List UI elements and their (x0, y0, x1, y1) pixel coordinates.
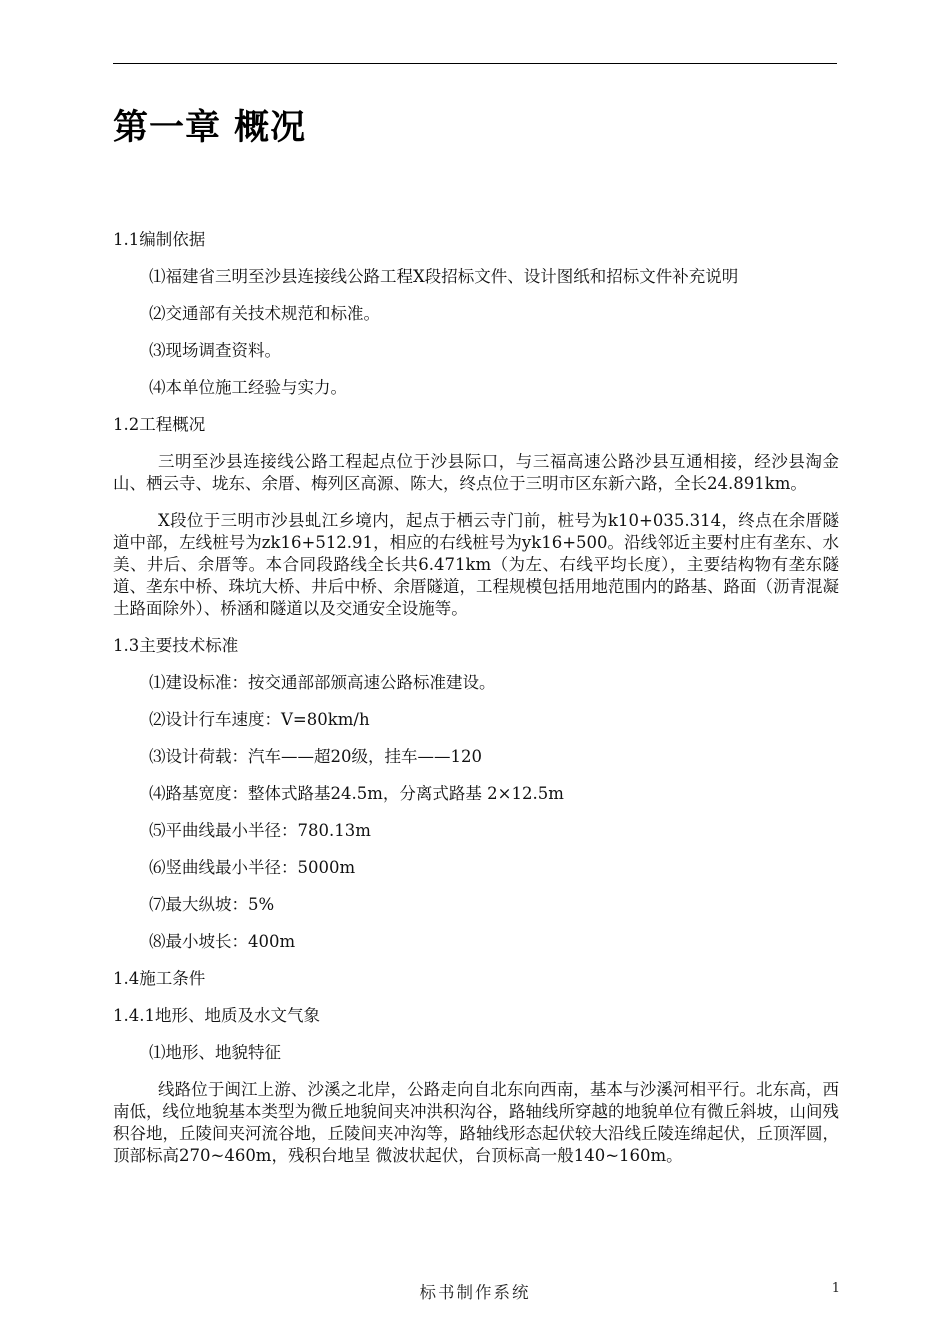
subsection-heading-1-4-1: 1.4.1地形、地质及水文气象 (113, 1006, 320, 1025)
section-heading-1-2: 1.2工程概况 (113, 415, 206, 434)
list-item: ⑷本单位施工经验与实力。 (149, 378, 347, 397)
page-number: 1 (831, 1281, 840, 1296)
document-body (113, 229, 839, 1182)
list-item: ⑴建设标准：按交通部部颁高速公路标准建设。 (149, 673, 496, 692)
list-item: ⑸平曲线最小半径：780.13m (149, 821, 371, 840)
list-item: ⑵设计行车速度：V=80km/h (149, 710, 370, 729)
list-item: ⑺最大纵坡：5% (149, 895, 275, 914)
body-paragraph: 三明至沙县连接线公路工程起点位于沙县际口，与三福高速公路沙县互通相接，经沙县淘金山、栖云寺、垅东、余厝、梅列区高源、陈大，终点位于三明市区东新六路，全长24.891km。 (113, 452, 839, 493)
section-heading-1-3: 1.3主要技术标准 (113, 636, 239, 655)
list-item: ⑻最小坡长：400m (149, 932, 296, 951)
list-item: ⑷路基宽度：整体式路基24.5m，分离式路基 2×12.5m (149, 784, 564, 803)
section-heading-1-1: 1.1编制依据 (113, 230, 206, 249)
list-item: ⑹竖曲线最小半径：5000m (149, 858, 356, 877)
list-item: ⑶现场调查资料。 (149, 341, 281, 360)
footer-text: 标书制作系统 (419, 1283, 531, 1302)
body-paragraph: X段位于三明市沙县虬江乡境内，起点于栖云寺门前，桩号为k10+035.314，终点在余厝隧道中部，左线桩号为zk16+512.91，相应的右线桩号为yk16+500。沿线邻近主要村庄有垄东、水美、井后、余厝等。本合同段路线全长共6.471km（为左、右线平均长度），主要结构物有垄东隧道、垄东中桥、珠坑大桥、井后中桥、余厝隧道，工程规模包括用地范围内的路基、路面（沥青混凝土路面除外）、桥涵和隧道以及交通安全设施等。 (113, 511, 839, 618)
list-item: ⑴福建省三明至沙县连接线公路工程X段招标文件、设计图纸和招标文件补充说明 (149, 267, 739, 286)
chapter-title: 第一章 概况 (113, 108, 307, 148)
body-paragraph: 线路位于闽江上游、沙溪之北岸，公路走向自北东向西南，基本与沙溪河相平行。北东高，西南低，线位地貌基本类型为微丘地貌间夹冲洪积沟谷，路轴线所穿越的地貌单位有微丘斜坡，山间残积谷地，丘陵间夹河流谷地，丘陵间夹冲沟等，路轴线形态起伏较大沿线丘陵连绵起伏，丘顶浑圆，顶部标高270~460m，残积台地呈 微波状起伏，台顶标高一般140~160m。 (113, 1080, 839, 1165)
list-item: ⑵交通部有关技术规范和标准。 (149, 304, 380, 323)
section-heading-1-4: 1.4施工条件 (113, 969, 206, 988)
list-item: ⑴地形、地貌特征 (149, 1043, 281, 1062)
list-item: ⑶设计荷载：汽车——超20级，挂车——120 (149, 747, 482, 766)
header-rule (113, 63, 837, 64)
